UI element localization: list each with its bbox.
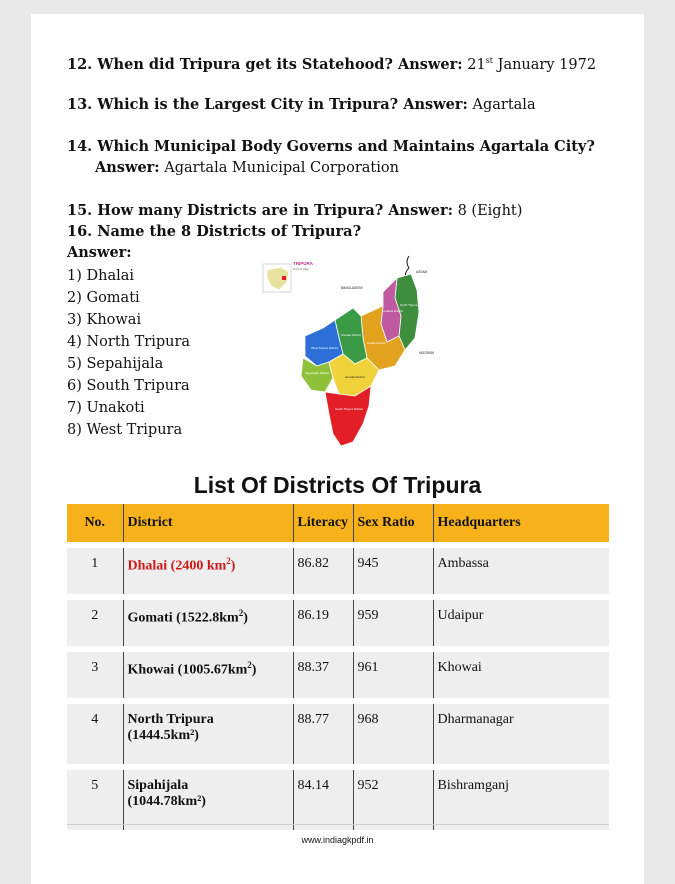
answer-heading: Answer:	[67, 244, 132, 261]
list-item: 8) West Tripura	[67, 422, 183, 438]
list-item: 4) North Tripura	[67, 334, 191, 350]
list-item: 5) Sepahijala	[67, 356, 164, 372]
district-south-tripura	[325, 386, 371, 446]
district-cell: Khowai $(1005.67km^2)$	[123, 649, 293, 701]
question-15: 15. How many Districts are in Tripura? Answer: 8 (Eight)	[67, 202, 523, 219]
list-item: 2) Gomati	[67, 290, 140, 306]
header-no: No.	[67, 504, 123, 545]
table-row: 2 Gomati $(1522.8km^2)$ 86.19 959 Udaipur	[67, 597, 609, 649]
table-row: 4 North Tripura (1444.5km²) 88.77 968 Dharmanagar	[67, 701, 609, 767]
district-cell: Gomati $(1522.8km^2)$	[123, 597, 293, 649]
label-bangladesh: BANGLADESH	[341, 286, 363, 290]
question-16: 16. Name the 8 Districts of Tripura?	[67, 223, 362, 240]
header-district: District	[123, 504, 293, 545]
districts-table	[67, 504, 609, 830]
district-cell: North Tripura (1444.5km²)	[123, 701, 293, 767]
label-south: South Tripura District	[335, 407, 364, 411]
label-gomati: Gomati District	[345, 375, 365, 379]
footer-url: www.indiagkpdf.in	[301, 835, 374, 845]
label-assam: ASSAM	[416, 270, 428, 274]
district-cell: Sipahijala (1044.78km²)	[123, 767, 293, 830]
label-west: West Tripura District	[311, 346, 338, 350]
inset-tripura-marker	[282, 276, 286, 280]
header-sex-ratio: Sex Ratio	[353, 504, 433, 545]
header-literacy: Literacy	[293, 504, 353, 545]
table-row: 3 Khowai $(1005.67km^2)$ 88.37 961 Khowai	[67, 649, 609, 701]
table-title: List Of Districts Of Tripura	[193, 472, 482, 498]
map-subtitle: District Map	[293, 267, 309, 271]
label-north: North Tripura District	[400, 303, 428, 307]
label-sepahijala: Sepahijala District	[305, 371, 330, 375]
map-title: TRIPURA	[293, 261, 313, 266]
document-page	[31, 14, 644, 884]
question-12: 12. When did Tripura get its Statehood? Answer: 21st January 1972	[67, 56, 597, 73]
label-dhalai: Dhalai District	[367, 341, 386, 345]
district-cell: Dhalai (2400 $km^2$)	[123, 545, 293, 597]
label-unakoti: Unakoti District	[383, 309, 404, 313]
footer-divider	[67, 824, 609, 825]
label-mizoram: MIZORAM	[419, 351, 435, 355]
header-headquarters: Headquarters	[433, 504, 609, 545]
question-13: 13. Which is the Largest City in Tripura? Answer: Agartala	[67, 96, 536, 113]
tripura-district-map	[259, 246, 435, 446]
label-khowai: Khowai District	[341, 333, 361, 337]
table-row: 1 Dhalai (2400 $km^2$) 86.82 945 Ambassa	[67, 545, 609, 597]
question-14: 14. Which Municipal Body Governs and Maintains Agartala City?	[67, 138, 595, 155]
list-item: 6) South Tripura	[67, 378, 190, 394]
table-row: 5 Sipahijala (1044.78km²) 84.14 952 Bishramganj	[67, 767, 609, 830]
list-item: 3) Khowai	[67, 312, 142, 328]
list-item: 1) Dhalai	[67, 268, 135, 284]
table-header-row	[67, 504, 609, 545]
list-item: 7) Unakoti	[67, 400, 145, 416]
district-list	[67, 265, 190, 441]
question-14-answer: Answer: Agartala Municipal Corporation	[95, 159, 399, 176]
